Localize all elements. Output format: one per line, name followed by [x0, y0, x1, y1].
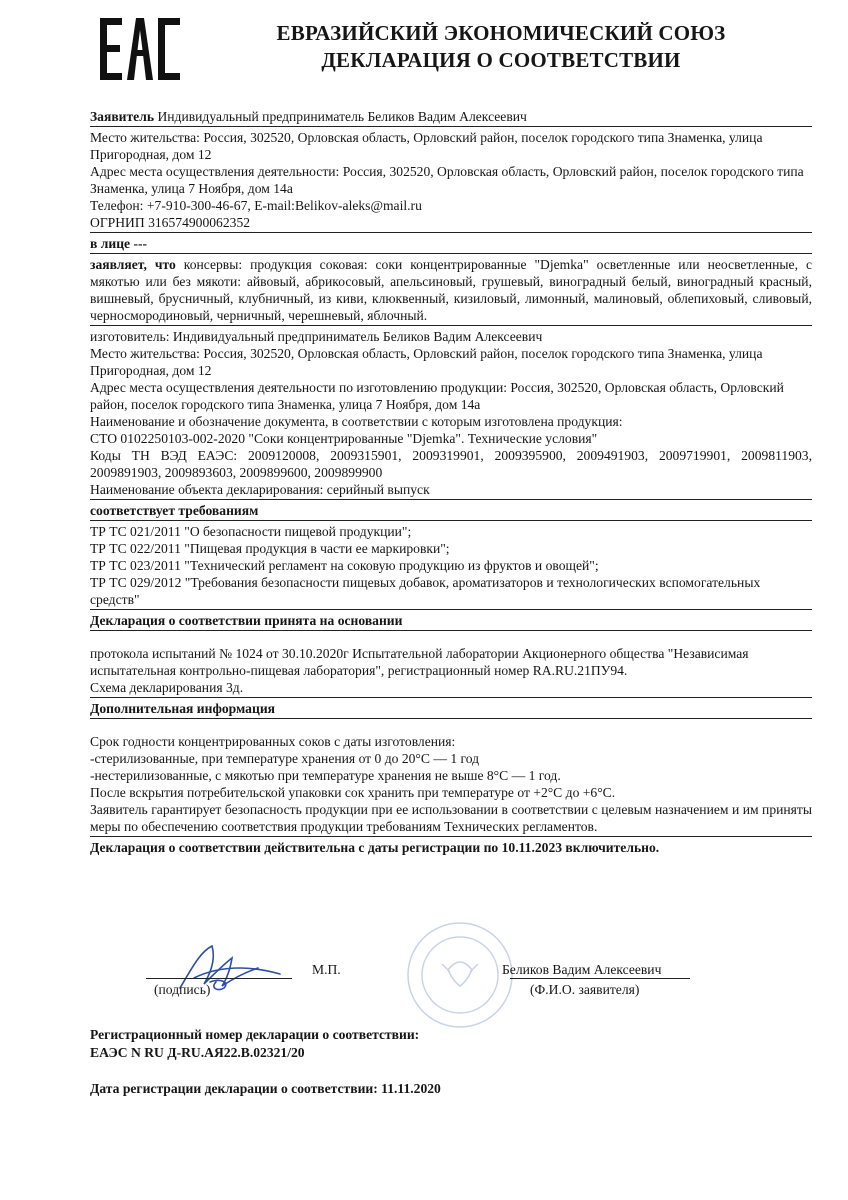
basis-title: Декларация о соответствии принята на основании [90, 610, 812, 631]
additional-section [90, 719, 812, 837]
additional-line: Срок годности концентрированных соков с даты изготовления: [90, 734, 456, 749]
manufacturer-codes: Коды ТН ВЭД ЕАЭС: 2009120008, 2009315901, 2009319901, 2009395900, 2009491903, 2009719901, 2009811903, 2009891903, 2009893603, 2009899600, 2009899900 [90, 448, 812, 480]
declares-product: консервы: продукция соковая: соки концентрированные "Djemka" осветленные или неосветленные, с мякотью или без мякоти: айвовый, абрикосовый, апельсиновый, грушевый, виноградный белый, виноградный красный, вишневый, брусничный, клубничный, из киви, клюквенный, кизиловый, лимонный, малиновый, облепиховый, сливовый, черносмородиновый, черничный, черешневый, яблочный. [90, 257, 812, 323]
signature-line [146, 978, 292, 979]
declaration-body [90, 106, 812, 857]
manufacturer-section [90, 326, 812, 500]
signature-block [90, 938, 812, 1008]
page-title: ДЕКЛАРАЦИЯ О СООТВЕТСТВИИ [321, 48, 681, 72]
applicant-activity-address: Адрес места осуществления деятельности: Россия, 302520, Орловская область, Орловский район, поселок городского типа Знаменка, улица 7 Ноября, дом 14а [90, 164, 804, 196]
requirements-list [90, 521, 812, 610]
signer-name-line [510, 978, 690, 979]
registration-date-block [90, 1080, 812, 1098]
registration-number-block [90, 1026, 812, 1062]
document-header [196, 20, 806, 74]
additional-guarantee: Заявитель гарантирует безопасность продукции при ее использовании в соответствии с целевым назначением и им приняты меры по обеспечению соответствия продукции требованиям Технических регламентов. [90, 802, 812, 834]
applicant-name: Индивидуальный предприниматель Беликов Вадим Алексеевич [157, 109, 527, 124]
eac-logo [98, 16, 182, 82]
additional-title: Дополнительная информация [90, 698, 812, 719]
applicant-ogrnip: ОГРНИП 316574900062352 [90, 215, 251, 230]
registration-number-label: Регистрационный номер декларации о соответствии: [90, 1027, 420, 1042]
signer-name-caption: (Ф.И.О. заявителя) [530, 982, 640, 997]
additional-line: -нестерилизованные, с мякотью при температуре хранения не выше 8°C — 1 год. [90, 768, 561, 783]
registration-date: Дата регистрации декларации о соответствии: 11.11.2020 [90, 1081, 441, 1096]
additional-line: После вскрытия потребительской упаковки сок хранить при температуре от +2°C до +6°C. [90, 785, 616, 800]
manufacturer-residence: Место жительства: Россия, 302520, Орловская область, Орловский район, поселок городского типа Знаменка, улица Пригородная, дом 12 [90, 346, 763, 378]
declares-section [90, 254, 812, 326]
declares-text [90, 256, 812, 324]
applicant-line [90, 106, 812, 127]
additional-line: -стерилизованные, при температуре хранения от 0 до 20°C — 1 год [90, 751, 480, 766]
basis-section [90, 631, 812, 698]
signer-name: Беликов Вадим Алексеевич [502, 962, 662, 977]
requirement-item: ТР ТС 023/2011 "Технический регламент на соковую продукцию из фруктов и овощей"; [90, 558, 599, 573]
requirement-item: ТР ТС 029/2012 "Требования безопасности пищевых добавок, ароматизаторов и технологических вспомогательных средств" [90, 575, 761, 607]
declaration-object: Наименование объекта декларирования: серийный выпуск [90, 482, 430, 497]
signature-caption: (подпись) [154, 982, 211, 997]
validity-statement: Декларация о соответствии действительна с даты регистрации по 10.11.2023 включительно. [90, 840, 660, 855]
applicant-details [90, 127, 812, 233]
applicant-residence: Место жительства: Россия, 302520, Орловская область, Орловский район, поселок городского типа Знаменка, улица Пригородная, дом 12 [90, 130, 763, 162]
manufacturer-doc: СТО 0102250103-002-2020 "Соки концентрированные "Djemka". Технические условия" [90, 431, 598, 446]
eac-mark-icon [98, 16, 182, 82]
union-title: ЕВРАЗИЙСКИЙ ЭКОНОМИЧЕСКИЙ СОЮЗ [276, 21, 726, 45]
requirements-title: соответствует требованиям [90, 500, 812, 521]
in-person-line: в лице --- [90, 233, 812, 254]
basis-protocol: протокола испытаний № 1024 от 30.10.2020г Испытательной лаборатории Акционерного общества "Независимая испытательная контрольно-пищевая лаборатория", регистрационный номер RA.RU.21ПУ94. [90, 646, 749, 678]
basis-scheme: Схема декларирования 3д. [90, 680, 244, 695]
requirement-item: ТР ТС 022/2011 "Пищевая продукция в части ее маркировки"; [90, 541, 450, 556]
registration-number: ЕАЭС N RU Д-RU.АЯ22.В.02321/20 [90, 1045, 305, 1060]
requirement-item: ТР ТС 021/2011 "О безопасности пищевой продукции"; [90, 524, 412, 539]
stamp-place-label: М.П. [312, 962, 341, 977]
declares-label: заявляет, что [90, 257, 176, 272]
manufacturer-name: изготовитель: Индивидуальный предприниматель Беликов Вадим Алексеевич [90, 329, 543, 344]
applicant-label: Заявитель [90, 109, 155, 124]
applicant-contacts: Телефон: +7-910-300-46-67, E-mail:Belikov-aleks@mail.ru [90, 198, 422, 213]
manufacturer-production-address: Адрес места осуществления деятельности по изготовлению продукции: Россия, 302520, Орловская область, Орловский район, поселок городского типа Знаменка, улица 7 Ноября, дом 14а [90, 380, 784, 412]
manufacturer-doc-label: Наименование и обозначение документа, в соответствии с которым изготовлена продукция: [90, 414, 623, 429]
